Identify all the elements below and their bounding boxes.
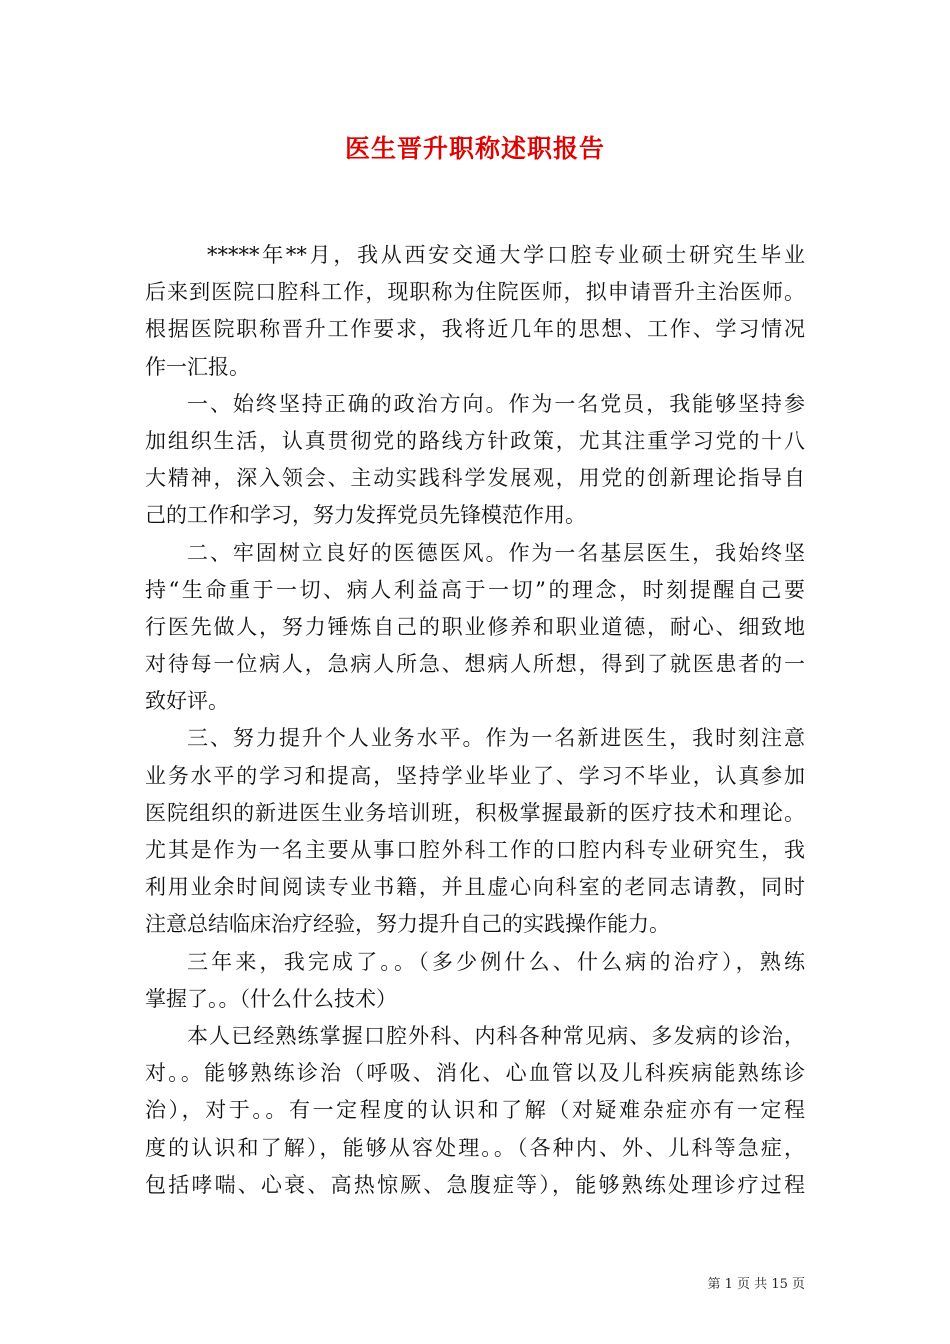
paragraph-line: *****年**月，我从西安交通大学口腔专业硕士研究生毕业 (207, 243, 805, 267)
paragraph-line: 业务水平的学习和提高，坚持学业毕业了、学习不毕业，认真参加 (145, 763, 805, 788)
paragraph-line: 后来到医院口腔科工作，现职称为住院医师，拟申请晋升主治医师。 (145, 280, 805, 305)
paragraph-line: 三、努力提升个人业务水平。作为一名新进医生，我时刻注意 (187, 726, 805, 751)
paragraph-line: 注意总结临床治疗经验，努力提升自己的实践操作能力。 (145, 912, 670, 937)
paragraph-line: 二、牢固树立良好的医德医风。作为一名基层医生，我始终坚 (187, 540, 805, 565)
paragraph-line: 根据医院职称晋升工作要求，我将近几年的思想、工作、学习情况 (145, 317, 805, 342)
paragraph-line: 掌握了。。（什么什么技术） (145, 986, 397, 1011)
document-body (145, 237, 805, 1204)
paragraph-line: 对。。能够熟练诊治（呼吸、消化、心血管以及儿科疾病能熟练诊 (145, 1061, 805, 1086)
paragraph-line: 度的认识和了解），能够从容处理。。（各种内、外、儿科等急症， (145, 1135, 805, 1160)
paragraph-line: 医院组织的新进医生业务培训班，积极掌握最新的医疗技术和理论。 (145, 800, 805, 825)
paragraph-line: 作一汇报。 (145, 354, 250, 379)
paragraph-line: 一、始终坚持正确的政治方向。作为一名党员，我能够坚持参 (187, 391, 805, 416)
paragraph-line: 行医先做人，努力锤炼自己的职业修养和职业道德，耐心、细致地 (145, 614, 805, 639)
paragraph-line: 持“生命重于一切、病人利益高于一切”的理念，时刻提醒自己要 (145, 577, 805, 602)
paragraph-line: 己的工作和学习，努力发挥党员先锋模范作用。 (145, 503, 586, 528)
paragraph-line: 利用业余时间阅读专业书籍，并且虚心向科室的老同志请教，同时 (145, 875, 805, 900)
paragraph-line: 三年来，我完成了。。（多少例什么、什么病的治疗），熟练 (187, 949, 805, 974)
paragraph-line: 包括哮喘、心衰、高热惊厥、急腹症等），能够熟练处理诊疗过程 (145, 1172, 805, 1197)
paragraph-line: 本人已经熟练掌握口腔外科、内科各种常见病、多发病的诊治， (187, 1023, 805, 1048)
paragraph-line: 致好评。 (145, 689, 229, 714)
paragraph-line: 治），对于。。有一定程度的认识和了解（对疑难杂症亦有一定程 (145, 1098, 805, 1123)
paragraph-line: 尤其是作为一名主要从事口腔外科工作的口腔内科专业研究生，我 (145, 838, 805, 862)
page-number-footer: 第 1 页 共 15 页 (707, 1277, 805, 1292)
document-title: 医生晋升职称述职报告 (344, 134, 605, 163)
paragraph-line: 大精神，深入领会、主动实践科学发展观，用党的创新理论指导自 (145, 466, 805, 491)
paragraph-line: 对待每一位病人，急病人所急、想病人所想，得到了就医患者的一 (145, 652, 805, 677)
paragraph-line: 加组织生活，认真贯彻党的路线方针政策，尤其注重学习党的十八 (145, 428, 805, 453)
